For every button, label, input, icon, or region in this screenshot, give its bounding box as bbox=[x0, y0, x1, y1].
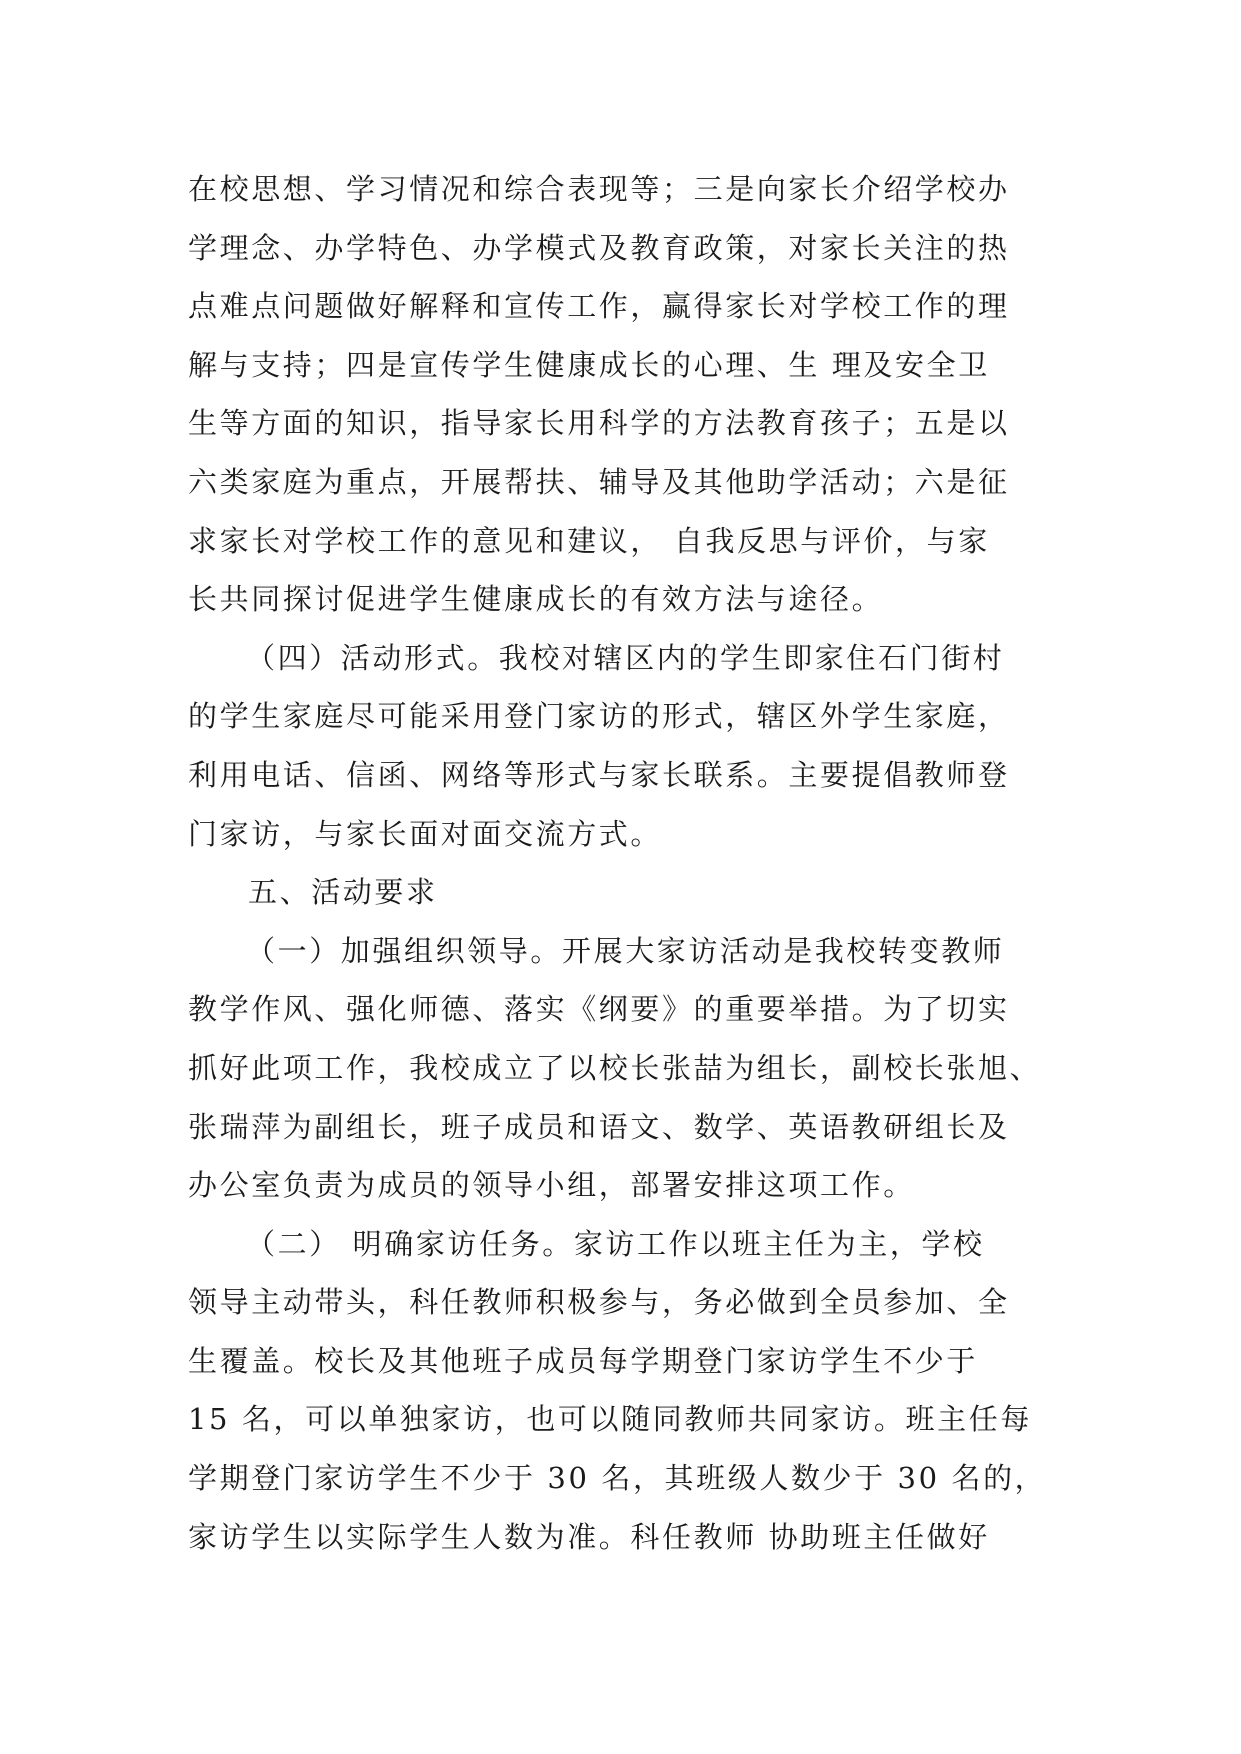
paragraph-line: 门家访，与家长面对面交流方式。 bbox=[188, 816, 663, 851]
paragraph-line: （四）活动形式。我校对辖区内的学生即家住石门街村 bbox=[246, 640, 1005, 675]
paragraph-line: 求家长对学校工作的意见和建议， 自我反思与评价，与家 bbox=[188, 523, 990, 558]
paragraph-line: 15 名，可以单独家访，也可以随同教师共同家访。班主任每 bbox=[188, 1402, 1032, 1437]
paragraph-line: 张瑞萍为副组长，班子成员和语文、数学、英语教研组长及 bbox=[188, 1109, 1010, 1144]
paragraph-line: 抓好此项工作，我校成立了以校长张喆为组长，副校长张旭、 bbox=[188, 1050, 1042, 1085]
paragraph-line: 利用电话、信函、网络等形式与家长联系。主要提倡教师登 bbox=[188, 757, 1010, 792]
paragraph-line: 家访学生以实际学生人数为准。科任教师 协助班主任做好 bbox=[188, 1519, 990, 1554]
paragraph-line: 点难点问题做好解释和宣传工作，赢得家长对学校工作的理 bbox=[188, 289, 1010, 324]
paragraph-line: 生覆盖。校长及其他班子成员每学期登门家访学生不少于 bbox=[188, 1343, 979, 1378]
paragraph-line: 学期登门家访学生不少于 30 名，其班级人数少于 30 名的， bbox=[188, 1461, 1047, 1496]
paragraph-line: （一）加强组织领导。开展大家访活动是我校转变教师 bbox=[246, 933, 1005, 968]
paragraph-line: 生等方面的知识，指导家长用科学的方法教育孩子；五是以 bbox=[188, 406, 1010, 441]
paragraph-line: 教学作风、强化师德、落实《纲要》的重要举措。为了切实 bbox=[188, 992, 1010, 1027]
paragraph-line: 办公室负责为成员的领导小组，部署安排这项工作。 bbox=[188, 1168, 915, 1203]
paragraph-line: 领导主动带头，科任教师积极参与，务必做到全员参加、全 bbox=[188, 1285, 1010, 1320]
paragraph-line: 在校思想、学习情况和综合表现等；三是向家长介绍学校办 bbox=[188, 172, 1010, 206]
section-heading: 五、活动要求 bbox=[248, 875, 438, 910]
paragraph-line: 六类家庭为重点，开展帮扶、辅导及其他助学活动；六是征 bbox=[188, 464, 1010, 499]
paragraph-line: 学理念、办学特色、办学模式及教育政策，对家长关注的热 bbox=[188, 230, 1010, 265]
paragraph-line: （二） 明确家访任务。家访工作以班主任为主，学校 bbox=[246, 1226, 985, 1261]
paragraph-line: 解与支持；四是宣传学生健康成长的心理、生 理及安全卫 bbox=[188, 347, 990, 382]
document-page bbox=[188, 160, 1068, 1566]
paragraph-line: 的学生家庭尽可能采用登门家访的形式，辖区外学生家庭， bbox=[188, 699, 1010, 734]
paragraph-line: 长共同探讨促进学生健康成长的有效方法与途径。 bbox=[188, 582, 884, 617]
